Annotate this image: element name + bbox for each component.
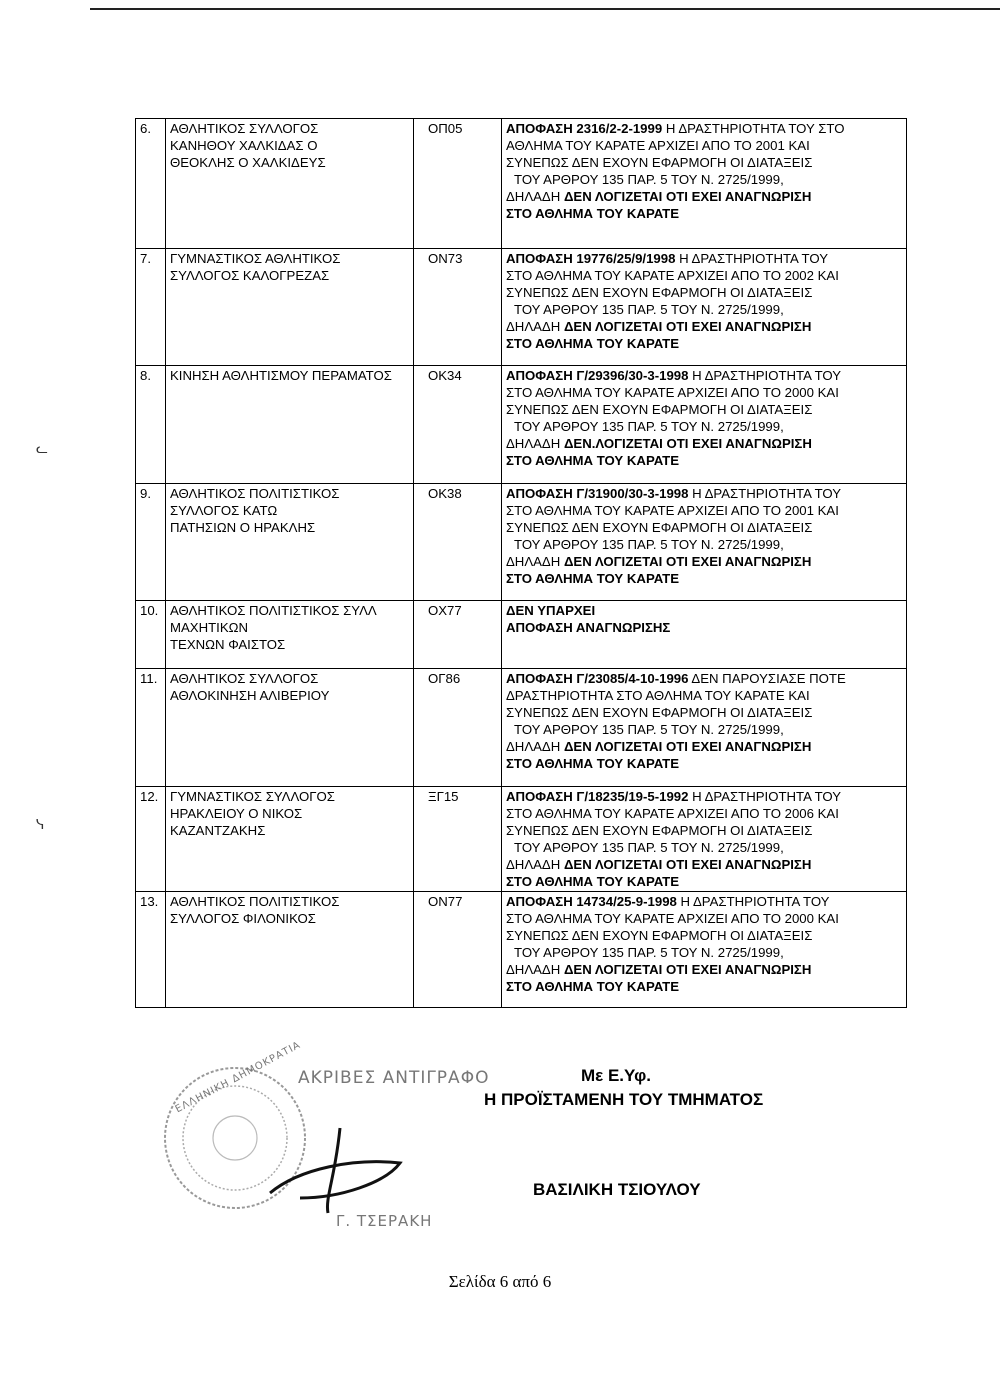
- table-row: [136, 601, 907, 669]
- club-name: [166, 484, 414, 601]
- row-number: 9.: [136, 484, 166, 601]
- club-code: ΟΚ34: [414, 366, 502, 484]
- decision-first-line: [506, 789, 903, 806]
- club-name-line: ΜΑΧΗΤΙΚΩΝ: [170, 619, 248, 635]
- note-bold: ΔΕΝ ΛΟΓΙΖΕΤΑΙ ΟΤΙ ΕΧΕΙ ΑΝΑΓΝΩΡΙΣΗ: [563, 188, 812, 204]
- club-code: ΟΝ77: [414, 892, 502, 1008]
- note-bold: ΔΕΝ ΛΟΓΙΖΕΤΑΙ ΟΤΙ ΕΧΕΙ ΑΝΑΓΝΩΡΙΣΗ: [563, 856, 812, 872]
- decision-reference: ΑΠΟΦΑΣΗ Γ/18235/19-5-1992: [506, 789, 689, 804]
- table-row: [136, 484, 907, 601]
- margin-scribble: ᓚ: [36, 440, 48, 456]
- club-name-line: ΑΘΛΗΤΙΚΟΣ ΣΥΛΛΟΓΟΣ: [170, 121, 319, 136]
- margin-scribble: ᓭ: [36, 816, 45, 832]
- club-name-line: ΤΕΧΝΩΝ ΦΑΙΣΤΟΣ: [170, 636, 286, 652]
- note-prefix: ΔΗΛΑΔΗ: [506, 961, 561, 977]
- decision-text: ΣΥΝΕΠΩΣ ΔΕΝ ΕΧΟΥΝ ΕΦΑΡΜΟΓΗ ΟΙ ΔΙΑΤΑΞΕΙΣ: [506, 284, 813, 300]
- decision-text: ΤΟΥ ΑΡΘΡΟΥ 135 ΠΑΡ. 5 ΤΟΥ Ν. 2725/1999,: [514, 171, 784, 187]
- note-sport: ΣΤΟ ΑΘΛΗΜΑ ΤΟΥ ΚΑΡΑΤΕ: [506, 335, 680, 351]
- certified-copy-stamp: ΑΚΡΙΒΕΣ ΑΝΤΙΓΡΑΦΟ: [298, 1068, 490, 1088]
- seal-text: ΕΛΛΗΝΙΚΗ ΔΗΜΟΚΡΑΤΙΑ: [173, 1039, 303, 1116]
- decision-text: ΤΟΥ ΑΡΘΡΟΥ 135 ΠΑΡ. 5 ΤΟΥ Ν. 2725/1999,: [514, 301, 784, 317]
- decision-text: Η ΔΡΑΣΤΗΡΙΟΤΗΤΑ ΤΟΥ: [692, 486, 842, 501]
- row-number: 8.: [136, 366, 166, 484]
- note-bold: ΔΕΝ ΛΟΓΙΖΕΤΑΙ ΟΤΙ ΕΧΕΙ ΑΝΑΓΝΩΡΙΣΗ: [563, 318, 812, 334]
- decision-text: Η ΔΡΑΣΤΗΡΙΟΤΗΤΑ ΤΟΥ: [680, 894, 830, 909]
- decision-reference: ΑΠΟΦΑΣΗ 2316/2-2-1999: [506, 121, 663, 136]
- decision-reference: ΑΠΟΦΑΣΗ 19776/25/9/1998: [506, 251, 676, 266]
- table-row: [136, 119, 907, 249]
- note-prefix: ΔΗΛΑΔΗ: [506, 318, 561, 334]
- club-name-line: ΑΘΛΗΤΙΚΟΣ ΠΟΛΙΤΙΣΤΙΚΟΣ ΣΥΛΛ: [170, 603, 377, 618]
- club-name-line: ΓΥΜΝΑΣΤΙΚΟΣ ΑΘΛΗΤΙΚΟΣ: [170, 251, 341, 266]
- club-code: ΞΓ15: [414, 787, 502, 892]
- club-name: [166, 119, 414, 249]
- club-name: [166, 249, 414, 366]
- decision-text: ΣΤΟ ΑΘΛΗΜΑ ΤΟΥ ΚΑΡΑΤΕ ΑΡΧΙΖΕΙ ΑΠΟ ΤΟ 2000 ΚΑΙ: [506, 910, 839, 926]
- decision-text: ΑΘΛΗΜΑ ΤΟΥ ΚΑΡΑΤΕ ΑΡΧΙΖΕΙ ΑΠΟ ΤΟ 2001 ΚΑΙ: [506, 137, 810, 153]
- table-row: [136, 366, 907, 484]
- recognition-note: [506, 554, 903, 571]
- decision-text: Η ΔΡΑΣΤΗΡΙΟΤΗΤΑ ΤΟΥ: [692, 789, 842, 804]
- decision-cell: [502, 484, 907, 601]
- club-name-line: ΑΘΛΟΚΙΝΗΣΗ ΑΛΙΒΕΡΙΟΥ: [170, 687, 330, 703]
- club-name-line: ΣΥΛΛΟΓΟΣ ΚΑΛΟΓΡΕΖΑΣ: [170, 267, 330, 283]
- recognition-note: [506, 962, 903, 979]
- club-name-line: ΓΥΜΝΑΣΤΙΚΟΣ ΣΥΛΛΟΓΟΣ: [170, 789, 335, 804]
- decision-reference: ΑΠΟΦΑΣΗ Γ/31900/30-3-1998: [506, 486, 689, 501]
- decision-first-line: [506, 368, 903, 385]
- page-number: Σελίδα 6 από 6: [448, 1272, 552, 1291]
- club-name-line: ΠΑΤΗΣΙΩΝ Ο ΗΡΑΚΛΗΣ: [170, 519, 316, 535]
- club-name-line: ΣΥΛΛΟΓΟΣ ΚΑΤΩ: [170, 502, 278, 518]
- decision-first-line: [506, 894, 903, 911]
- table-row: [136, 787, 907, 892]
- on-behalf-line: Με Ε.Υφ.: [581, 1066, 651, 1085]
- club-name-line: ΘΕΟΚΛΗΣ Ο ΧΑΛΚΙΔΕΥΣ: [170, 154, 326, 170]
- no-decision-text: ΔΕΝ ΥΠΑΡΧΕΙ: [506, 603, 596, 618]
- club-name-line: ΑΘΛΗΤΙΚΟΣ ΣΥΛΛΟΓΟΣ: [170, 671, 319, 686]
- decision-first-line: [506, 671, 903, 688]
- recognition-note: [506, 857, 903, 874]
- signatory-title: Η ΠΡΟΪΣΤΑΜΕΝΗ ΤΟΥ ΤΜΗΜΑΤΟΣ: [484, 1090, 764, 1109]
- note-sport: ΣΤΟ ΑΘΛΗΜΑ ΤΟΥ ΚΑΡΑΤΕ: [506, 978, 680, 994]
- club-name: [166, 601, 414, 669]
- row-number: 11.: [136, 669, 166, 787]
- decision-cell: [502, 787, 907, 892]
- club-name-line: ΣΥΛΛΟΓΟΣ ΦΙΛΟΝΙΚΟΣ: [170, 910, 316, 926]
- table-row: [136, 892, 907, 1008]
- decision-text: Η ΔΡΑΣΤΗΡΙΟΤΗΤΑ ΤΟΥ: [679, 251, 829, 266]
- club-name-line: ΑΘΛΗΤΙΚΟΣ ΠΟΛΙΤΙΣΤΙΚΟΣ: [170, 486, 340, 501]
- table-row: [136, 669, 907, 787]
- note-prefix: ΔΗΛΑΔΗ: [506, 188, 561, 204]
- decision-text: ΣΥΝΕΠΩΣ ΔΕΝ ΕΧΟΥΝ ΕΦΑΡΜΟΓΗ ΟΙ ΔΙΑΤΑΞΕΙΣ: [506, 822, 813, 838]
- decision-cell: [502, 601, 907, 669]
- signatory-name: ΒΑΣΙΛΙΚΗ ΤΣΙΟΥΛΟΥ: [533, 1180, 701, 1199]
- note-prefix: ΔΗΛΑΔΗ: [506, 856, 561, 872]
- recognition-note: [506, 189, 903, 206]
- row-number: 12.: [136, 787, 166, 892]
- note-bold: ΔΕΝ.ΛΟΓΙΖΕΤΑΙ ΟΤΙ ΕΧΕΙ ΑΝΑΓΝΩΡΙΣΗ: [563, 435, 812, 451]
- note-prefix: ΔΗΛΑΔΗ: [506, 553, 561, 569]
- decision-reference: ΑΠΟΦΑΣΗ Γ/29396/30-3-1998: [506, 368, 689, 383]
- note-sport: ΣΤΟ ΑΘΛΗΜΑ ΤΟΥ ΚΑΡΑΤΕ: [506, 205, 680, 221]
- decision-reference: ΑΠΟΦΑΣΗ Γ/23085/4-10-1996: [506, 671, 689, 686]
- club-name: [166, 787, 414, 892]
- club-name: [166, 366, 414, 484]
- decision-text: ΣΥΝΕΠΩΣ ΔΕΝ ΕΧΟΥΝ ΕΦΑΡΜΟΓΗ ΟΙ ΔΙΑΤΑΞΕΙΣ: [506, 154, 813, 170]
- decision-cell: [502, 119, 907, 249]
- decision-text: ΤΟΥ ΑΡΘΡΟΥ 135 ΠΑΡ. 5 ΤΟΥ Ν. 2725/1999,: [514, 944, 784, 960]
- decision-text: ΔΡΑΣΤΗΡΙΟΤΗΤΑ ΣΤΟ ΑΘΛΗΜΑ ΤΟΥ ΚΑΡΑΤΕ ΚΑΙ: [506, 687, 810, 703]
- scan-top-rule: [90, 8, 1000, 10]
- decision-text: ΣΥΝΕΠΩΣ ΔΕΝ ΕΧΟΥΝ ΕΦΑΡΜΟΓΗ ΟΙ ΔΙΑΤΑΞΕΙΣ: [506, 401, 813, 417]
- club-name-line: ΚΙΝΗΣΗ ΑΘΛΗΤΙΣΜΟΥ ΠΕΡΑΜΑΤΟΣ: [170, 368, 392, 383]
- club-name-line: ΗΡΑΚΛΕΙΟΥ Ο ΝΙΚΟΣ: [170, 805, 303, 821]
- decision-text: ΣΥΝΕΠΩΣ ΔΕΝ ΕΧΟΥΝ ΕΦΑΡΜΟΓΗ ΟΙ ΔΙΑΤΑΞΕΙΣ: [506, 927, 813, 943]
- decision-cell: [502, 892, 907, 1008]
- decision-first-line: [506, 486, 903, 503]
- decision-text: ΤΟΥ ΑΡΘΡΟΥ 135 ΠΑΡ. 5 ΤΟΥ Ν. 2725/1999,: [514, 839, 784, 855]
- decision-cell: [502, 669, 907, 787]
- club-name: [166, 892, 414, 1008]
- club-name: [166, 669, 414, 787]
- decision-text: ΣΤΟ ΑΘΛΗΜΑ ΤΟΥ ΚΑΡΑΤΕ ΑΡΧΙΖΕΙ ΑΠΟ ΤΟ 2002 ΚΑΙ: [506, 267, 839, 283]
- note-sport: ΣΤΟ ΑΘΛΗΜΑ ΤΟΥ ΚΑΡΑΤΕ: [506, 755, 680, 771]
- club-code: ΟΚ38: [414, 484, 502, 601]
- decision-cell: [502, 366, 907, 484]
- club-code: ΟΧ77: [414, 601, 502, 669]
- recognition-note: [506, 739, 903, 756]
- note-sport: ΣΤΟ ΑΘΛΗΜΑ ΤΟΥ ΚΑΡΑΤΕ: [506, 570, 680, 586]
- decision-text: ΣΤΟ ΑΘΛΗΜΑ ΤΟΥ ΚΑΡΑΤΕ ΑΡΧΙΖΕΙ ΑΠΟ ΤΟ 2006 ΚΑΙ: [506, 805, 839, 821]
- note-prefix: ΔΗΛΑΔΗ: [506, 435, 561, 451]
- decision-text: ΣΥΝΕΠΩΣ ΔΕΝ ΕΧΟΥΝ ΕΦΑΡΜΟΓΗ ΟΙ ΔΙΑΤΑΞΕΙΣ: [506, 704, 813, 720]
- club-code: ΟΓ86: [414, 669, 502, 787]
- recognition-note: [506, 319, 903, 336]
- club-name-line: ΑΘΛΗΤΙΚΟΣ ΠΟΛΙΤΙΣΤΙΚΟΣ: [170, 894, 340, 909]
- decision-cell: [502, 249, 907, 366]
- decision-text: ΣΤΟ ΑΘΛΗΜΑ ΤΟΥ ΚΑΡΑΤΕ ΑΡΧΙΖΕΙ ΑΠΟ ΤΟ 2000 ΚΑΙ: [506, 384, 839, 400]
- club-code: ΟΠ05: [414, 119, 502, 249]
- decision-text: Η ΔΡΑΣΤΗΡΙΟΤΗΤΑ ΤΟΥ ΣΤΟ: [665, 121, 845, 136]
- decision-text: ΤΟΥ ΑΡΘΡΟΥ 135 ΠΑΡ. 5 ΤΟΥ Ν. 2725/1999,: [514, 536, 784, 552]
- decision-text: ΤΟΥ ΑΡΘΡΟΥ 135 ΠΑΡ. 5 ΤΟΥ Ν. 2725/1999,: [514, 721, 784, 737]
- note-prefix: ΔΗΛΑΔΗ: [506, 738, 561, 754]
- row-number: 10.: [136, 601, 166, 669]
- table-row: [136, 249, 907, 366]
- decision-text: ΣΥΝΕΠΩΣ ΔΕΝ ΕΧΟΥΝ ΕΦΑΡΜΟΓΗ ΟΙ ΔΙΑΤΑΞΕΙΣ: [506, 519, 813, 535]
- decision-text: Η ΔΡΑΣΤΗΡΙΟΤΗΤΑ ΤΟΥ: [692, 368, 842, 383]
- registry-table: [135, 118, 907, 1008]
- note-bold: ΔΕΝ ΛΟΓΙΖΕΤΑΙ ΟΤΙ ΕΧΕΙ ΑΝΑΓΝΩΡΙΣΗ: [563, 738, 812, 754]
- decision-text: ΤΟΥ ΑΡΘΡΟΥ 135 ΠΑΡ. 5 ΤΟΥ Ν. 2725/1999,: [514, 418, 784, 434]
- note-bold: ΔΕΝ ΛΟΓΙΖΕΤΑΙ ΟΤΙ ΕΧΕΙ ΑΝΑΓΝΩΡΙΣΗ: [563, 961, 812, 977]
- note-sport: ΣΤΟ ΑΘΛΗΜΑ ΤΟΥ ΚΑΡΑΤΕ: [506, 873, 680, 889]
- decision-first-line: [506, 121, 903, 138]
- club-name-line: ΚΑΝΗΘΟΥ ΧΑΛΚΙΔΑΣ Ο: [170, 137, 318, 153]
- note-sport: ΣΤΟ ΑΘΛΗΜΑ ΤΟΥ ΚΑΡΑΤΕ: [506, 452, 680, 468]
- decision-text: ΣΤΟ ΑΘΛΗΜΑ ΤΟΥ ΚΑΡΑΤΕ ΑΡΧΙΖΕΙ ΑΠΟ ΤΟ 2001 ΚΑΙ: [506, 502, 839, 518]
- note-bold: ΔΕΝ ΛΟΓΙΖΕΤΑΙ ΟΤΙ ΕΧΕΙ ΑΝΑΓΝΩΡΙΣΗ: [563, 553, 812, 569]
- row-number: 7.: [136, 249, 166, 366]
- recognition-note: [506, 436, 903, 453]
- club-code: ΟΝ73: [414, 249, 502, 366]
- club-name-line: ΚΑΖΑΝΤΖΑΚΗΣ: [170, 822, 266, 838]
- row-number: 13.: [136, 892, 166, 1008]
- row-number: 6.: [136, 119, 166, 249]
- decision-first-line: [506, 251, 903, 268]
- decision-reference: ΑΠΟΦΑΣΗ 14734/25-9-1998: [506, 894, 677, 909]
- no-decision-text: ΑΠΟΦΑΣΗ ΑΝΑΓΝΩΡΙΣΗΣ: [506, 619, 671, 635]
- decision-text: ΔΕΝ ΠΑΡΟΥΣΙΑΣΕ ΠΟΤΕ: [691, 671, 846, 686]
- clerk-name-stamp: Γ. ΤΣΕΡΑΚΗ: [336, 1212, 433, 1230]
